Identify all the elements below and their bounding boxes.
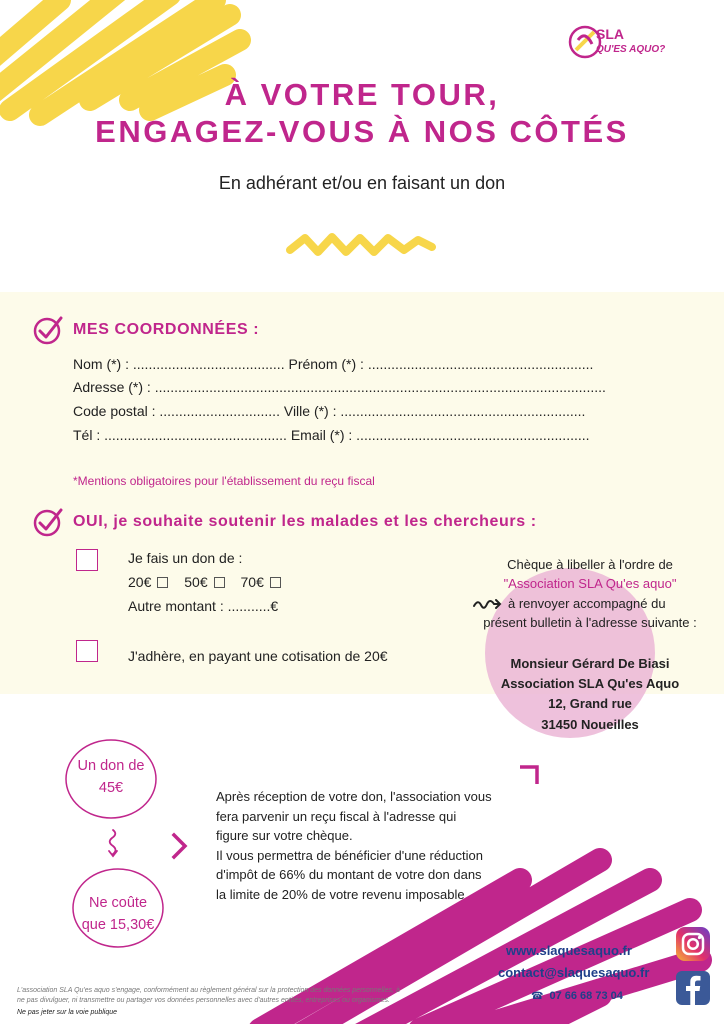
instagram-icon[interactable]	[675, 926, 711, 962]
address-city	[470, 715, 710, 734]
cheque-line1: Chèque à libeller à l'ordre de	[507, 557, 673, 572]
soutien-heading: OUI, je souhaite soutenir les malades et les chercheurs :	[73, 513, 537, 530]
legal-line3: Ne pas jeter sur la voie publique	[17, 1009, 118, 1016]
info-line: fera parvenir un reçu fiscal à l'adresse qui	[216, 808, 457, 824]
amount-options	[128, 574, 285, 590]
chevron-right-icon	[170, 832, 190, 860]
squiggle-arrow-icon	[472, 597, 502, 611]
cout-bubble-line1: Ne coûte	[88, 895, 148, 911]
info-line: d'impôt de 66% du montant de votre don dans	[216, 867, 482, 882]
amount-70-checkbox[interactable]	[270, 577, 281, 588]
email-link[interactable]: contact@slaquesaquo.fr	[498, 965, 650, 980]
phone-row	[531, 990, 623, 1002]
address-street-text: 12, Grand rue	[548, 696, 632, 711]
autre-montant-field[interactable]: Autre montant : ...........€	[128, 598, 279, 614]
amount-70: 70€	[240, 574, 264, 590]
cout-bubble-line2: que 15,30€	[81, 917, 155, 933]
address-name	[470, 654, 710, 673]
field-adresse[interactable]: Adresse (*) : ....................................................................................................................	[73, 379, 606, 395]
don-label: Je fais un don de :	[128, 550, 243, 566]
cheque-line4: présent bulletin à l'adresse suivante :	[483, 615, 697, 630]
field-cp-ville[interactable]: Code postal : ............................... Ville (*) : ...............................................................	[73, 403, 586, 419]
field-tel-email[interactable]: Tél : ............................................... Email (*) : ............................................................	[73, 427, 590, 443]
facebook-icon[interactable]	[675, 970, 711, 1006]
amount-20-checkbox[interactable]	[157, 577, 168, 588]
info-line: la limite de 20% de votre revenu imposable	[216, 886, 465, 902]
info-line: figure sur votre chèque.	[216, 828, 353, 843]
info-line: Il vous permettra de bénéficier d'une réduction	[216, 847, 483, 863]
address-city-text: 31450 Noueilles	[541, 717, 639, 732]
address-org-text: Association SLA Qu'es Aquo	[500, 676, 680, 691]
amount-50-checkbox[interactable]	[214, 577, 225, 588]
address-org	[470, 674, 710, 693]
address-street	[470, 694, 710, 713]
check-circle-icon	[32, 314, 64, 346]
mandatory-note: *Mentions obligatoires pour l'établissement du reçu fiscal	[73, 474, 375, 488]
logo	[568, 20, 708, 65]
check-circle-icon	[32, 506, 64, 538]
page-title-line1: À VOTRE TOUR,	[224, 77, 500, 112]
logo-line2: QU'ES AQUO?	[596, 44, 666, 55]
coordonnees-heading: MES COORDONNÉES :	[73, 321, 260, 338]
corner-bracket-icon	[518, 764, 540, 786]
logo-line1: SLA	[596, 26, 624, 42]
cheque-line3: à renvoyer accompagné du	[508, 596, 666, 611]
legal-line1: L'association SLA Qu'es aquo s'engage, conformément au règlement général sur la protection des données personnelles, à	[17, 987, 400, 994]
don-bubble-line1: Un don de	[77, 758, 145, 774]
cheque-payee: "Association SLA Qu'es aquo"	[503, 576, 677, 591]
amount-20: 20€	[128, 574, 152, 590]
page-subtitle: En adhérant et/ou en faisant un don	[218, 173, 506, 193]
website-link[interactable]: www.slaquesaquo.fr	[506, 943, 632, 958]
adhesion-label: J'adhère, en payant une cotisation de 20€	[128, 648, 388, 664]
info-line: Après réception de votre don, l'association vous	[216, 789, 492, 804]
info-paragraph	[216, 787, 536, 904]
yellow-zigzag	[290, 237, 432, 252]
don-checkbox[interactable]	[76, 549, 98, 571]
adhesion-checkbox[interactable]	[76, 640, 98, 662]
page-title-line2: ENGAGEZ-VOUS À NOS CÔTÉS	[95, 114, 629, 149]
don-bubble-line2: 45€	[98, 780, 124, 796]
address-name-text: Monsieur Gérard De Biasi	[510, 656, 670, 671]
field-nom-prenom[interactable]: Nom (*) : ....................................... Prénom (*) : ..........................................................	[73, 356, 594, 372]
legal-line2: ne pas divulguer, ni transmettre ou partager vos données personnelles avec d'autres entités, entreprises ou organismes.	[17, 997, 390, 1004]
phone-icon: ☎	[531, 991, 544, 1002]
phone-number[interactable]: 07 66 68 73 04	[549, 990, 623, 1002]
squiggle-down-icon	[106, 828, 120, 858]
amount-50: 50€	[184, 574, 208, 590]
